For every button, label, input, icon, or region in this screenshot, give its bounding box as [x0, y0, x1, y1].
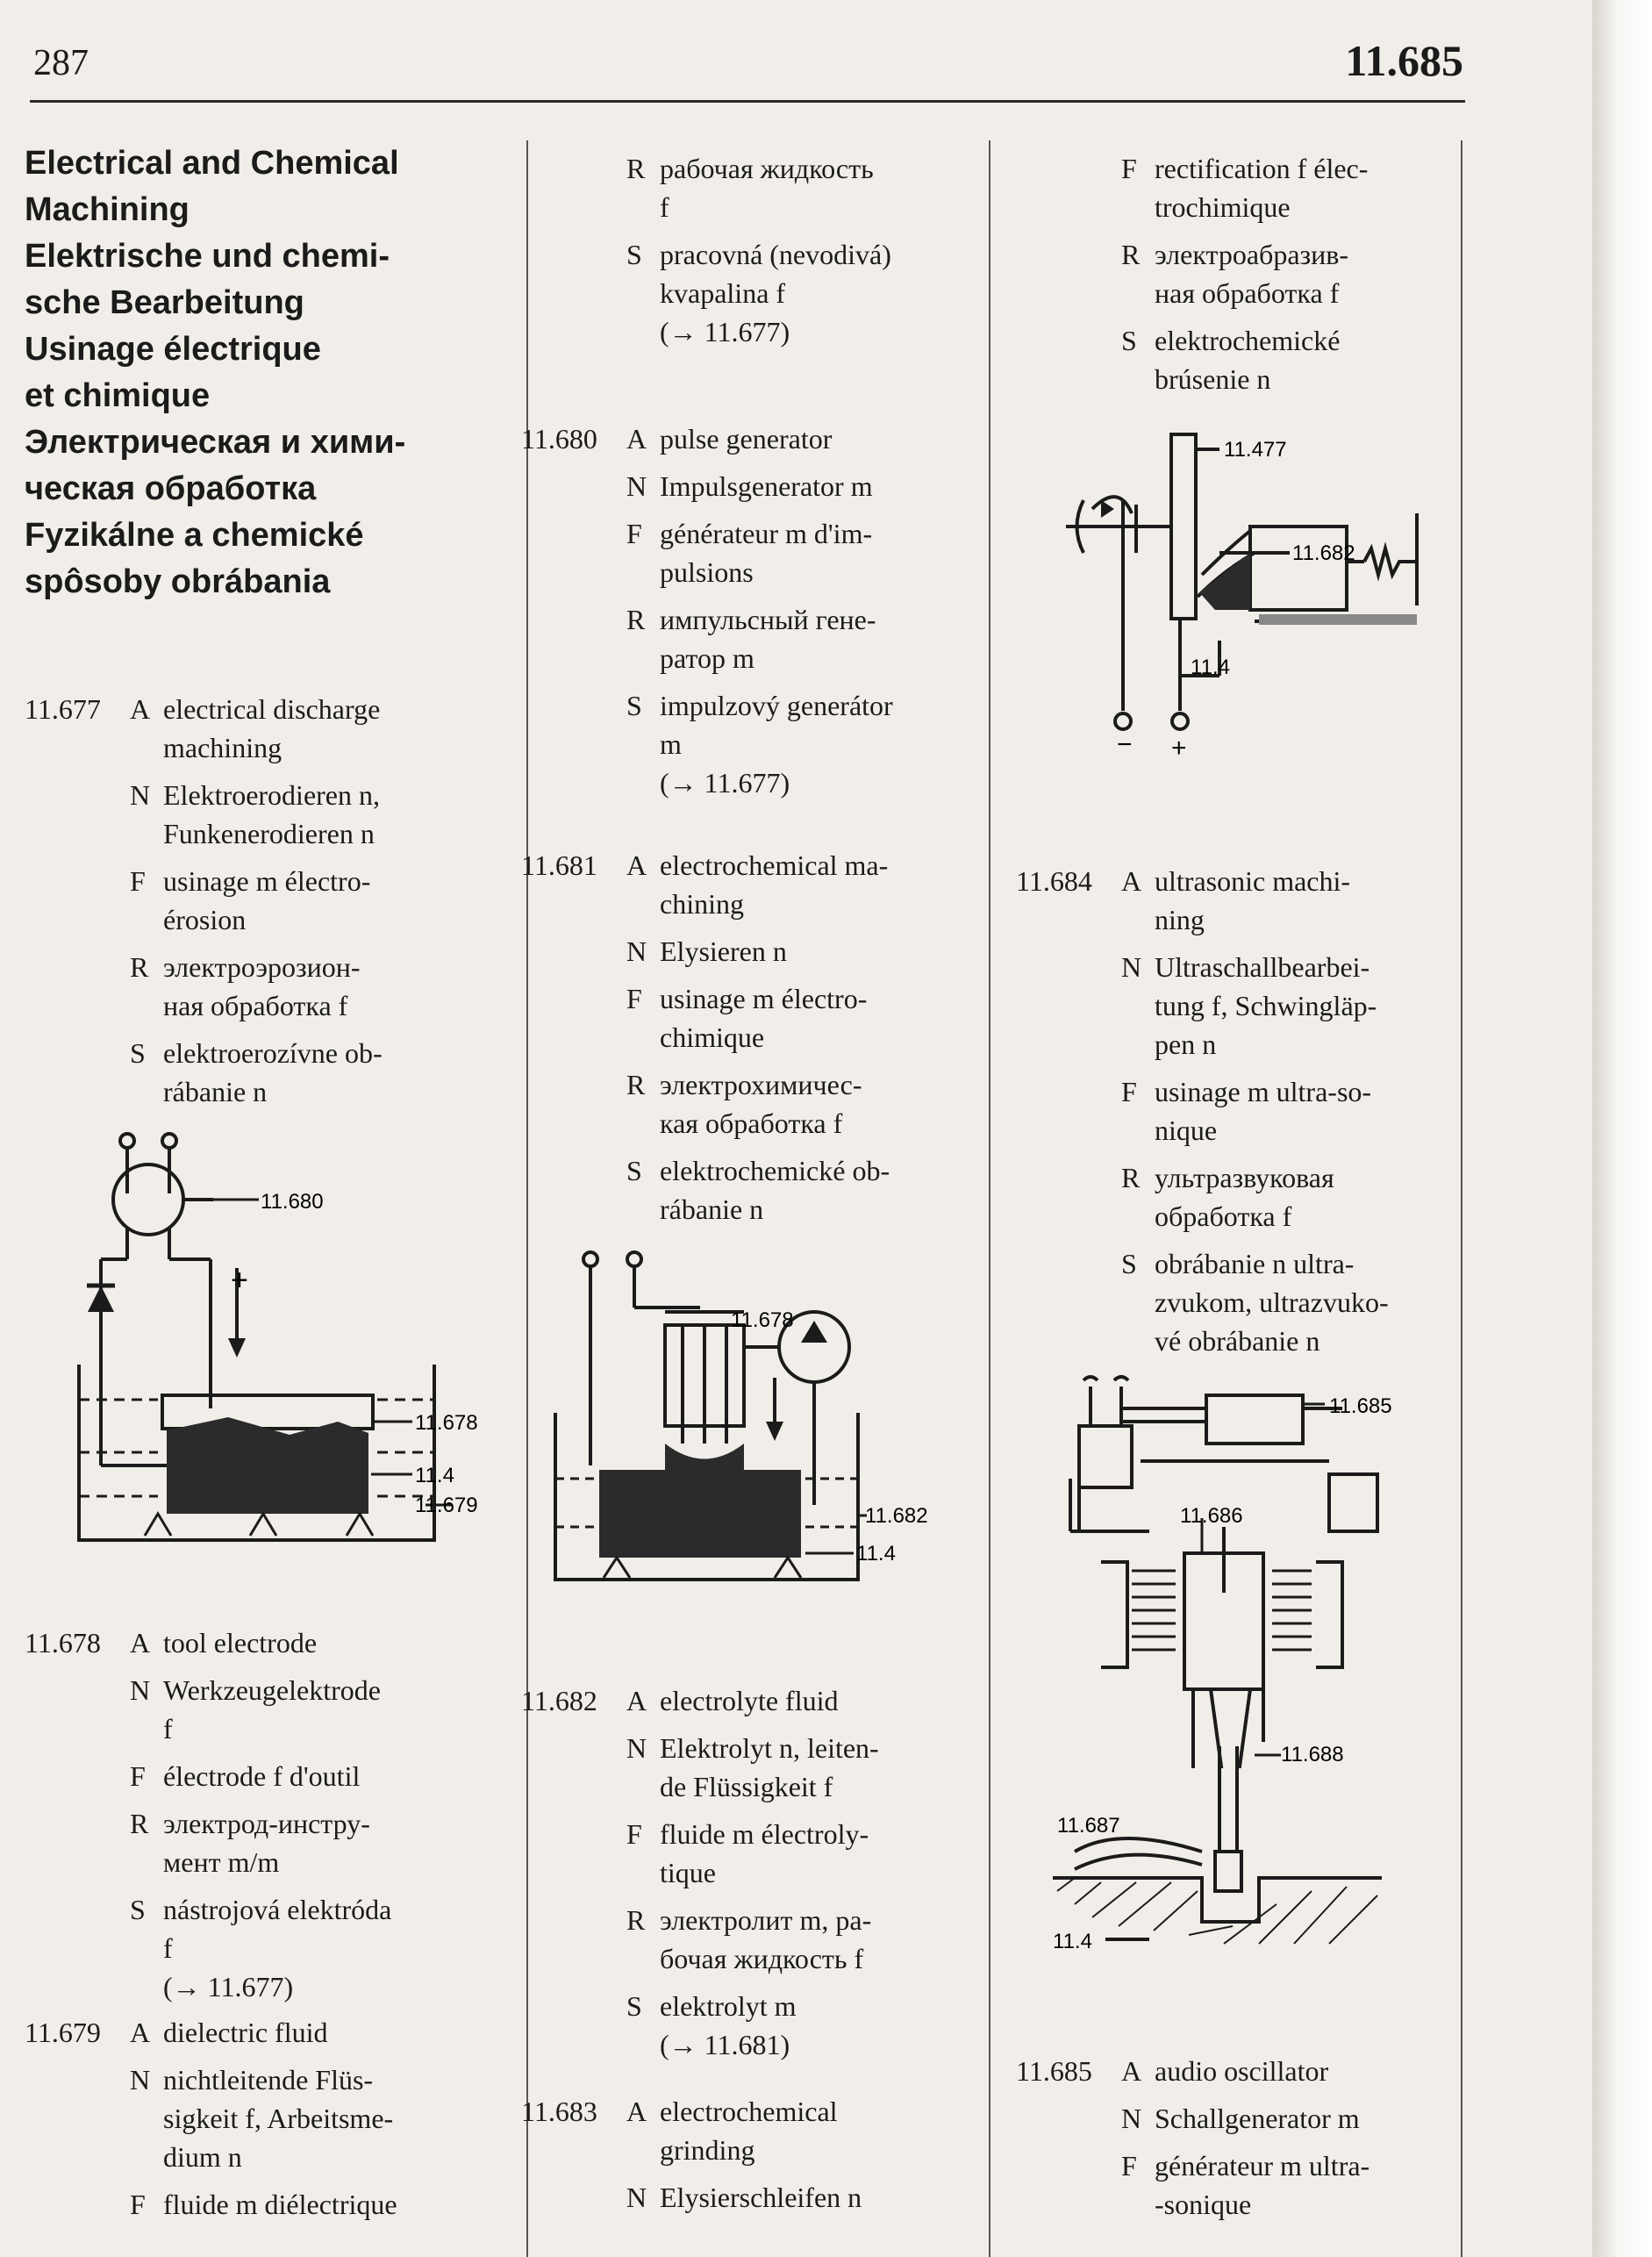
entry-number — [521, 149, 626, 226]
entry-row — [521, 467, 977, 505]
entry-number — [25, 1890, 130, 2006]
label-horn: 11.688 — [1281, 1743, 1344, 1766]
language-code: S — [130, 1894, 146, 1925]
term-text: ультразвуковая обработка f — [1155, 1162, 1334, 1232]
ecm-diagram — [551, 1246, 972, 1615]
language-code: N — [130, 1674, 151, 1706]
entry-row — [521, 235, 977, 351]
entry-row — [25, 1671, 516, 1748]
entry-number — [25, 948, 130, 1025]
term-text: usinage m ultra-so- nique — [1155, 1076, 1372, 1146]
label-transducer: 11.686 — [1180, 1504, 1243, 1528]
language-code: F — [1121, 1076, 1137, 1107]
page-number: 287 — [33, 43, 89, 83]
term-text: nichtleitende Flüs- sigkeit f, Arbeitsme- dium n — [163, 2064, 394, 2173]
entry-row — [1016, 2146, 1455, 2224]
language-code: N — [626, 2182, 647, 2213]
entry-row — [521, 1901, 977, 1978]
term-text: rectification f élec- trochimique — [1155, 153, 1369, 223]
entry-11685 — [1016, 2052, 1455, 2224]
language-code: F — [626, 1818, 642, 1850]
language-code: S — [1121, 325, 1137, 356]
language-code: A — [626, 423, 647, 455]
entry-row — [521, 514, 977, 591]
term-text: electrical discharge machining — [163, 693, 381, 763]
language-code: R — [130, 951, 149, 983]
entry-11680 — [521, 419, 977, 802]
entry-row — [1016, 149, 1455, 226]
minus-sign: − — [1117, 730, 1133, 759]
entry-number — [521, 1815, 626, 1892]
term-text: elektroerozívne ob- rábanie n — [163, 1037, 383, 1107]
language-code: F — [626, 518, 642, 549]
language-code: R — [1121, 239, 1141, 270]
entry-row — [1016, 1158, 1455, 1236]
term-text: tool electrode — [163, 1627, 318, 1659]
language-code: F — [1121, 2150, 1137, 2182]
entry-row — [521, 149, 977, 226]
term-text: Ultraschallbearbei- tung f, Schwingläp- pen n — [1155, 951, 1377, 1060]
term-text: Elektrolyt n, leiten- de Flüssigkeit f — [660, 1732, 879, 1802]
entry-row — [521, 932, 977, 971]
term-text: pracovná (nevodivá) kvapalina f (→ 11.677) — [660, 239, 891, 348]
entry-row — [25, 948, 516, 1025]
entry-number: 11.685 — [1016, 2055, 1092, 2087]
language-code: R — [626, 1904, 646, 1936]
header-rule — [30, 100, 1465, 103]
entry-number — [1016, 2146, 1121, 2224]
entry-row — [521, 2178, 977, 2217]
entry-number — [521, 1901, 626, 1978]
entry-row — [1016, 1244, 1455, 1360]
term-text: usinage m électro- érosion — [163, 865, 371, 935]
language-code: A — [130, 1627, 151, 1659]
entry-row — [1016, 2052, 1455, 2090]
entry-number — [521, 979, 626, 1057]
term-text: fluide m électroly- tique — [660, 1818, 869, 1888]
entry-row — [521, 600, 977, 677]
label-electrolyte: 11.682 — [865, 1504, 928, 1528]
entry-11683 — [521, 2092, 977, 2217]
label-oscillator: 11.685 — [1329, 1394, 1392, 1418]
language-code: S — [626, 239, 642, 270]
label-tool: 11.678 — [415, 1411, 478, 1435]
entry-row — [25, 1890, 516, 2006]
heading-line: sche Bearbeitung — [25, 284, 304, 321]
plus-sign: + — [1171, 734, 1187, 763]
entry-number: 11.677 — [25, 693, 101, 725]
entry-number — [25, 1671, 130, 1748]
language-code: A — [626, 2096, 647, 2127]
entry-row — [25, 1757, 516, 1795]
label-generator: 11.680 — [261, 1190, 324, 1214]
label-workpiece: 11.4 — [1053, 1930, 1092, 1953]
term-text: Elysierschleifen n — [660, 2182, 862, 2213]
language-code: S — [626, 1155, 642, 1186]
entry-number — [521, 1987, 626, 2064]
term-text: Werkzeugelektrode f — [163, 1674, 381, 1745]
heading-line: ческая обработка — [25, 470, 317, 507]
term-text: électrode f d'outil — [163, 1760, 361, 1792]
entry-number — [521, 467, 626, 505]
entry-number — [1016, 1244, 1121, 1360]
language-code: S — [626, 1990, 642, 2022]
term-text: электроабразив- ная обработка f — [1155, 239, 1349, 309]
entry-number — [1016, 1158, 1121, 1236]
heading-line: Elektrische und chemi- — [25, 238, 390, 275]
entry-number: 11.682 — [521, 1685, 597, 1716]
term-text: рабочая жидкость f — [660, 153, 874, 223]
language-code: A — [1121, 865, 1142, 897]
language-code: N — [1121, 2103, 1142, 2134]
section-heading — [25, 140, 498, 605]
entry-row — [25, 862, 516, 939]
term-text: elektrochemické ob- rábanie n — [660, 1155, 890, 1225]
term-text: электрохимичес- кая обработка f — [660, 1069, 862, 1139]
heading-line: Usinage électrique — [25, 331, 321, 368]
label-workpiece: 11.4 — [856, 1542, 896, 1566]
language-code: R — [626, 1069, 646, 1100]
page-edge — [1592, 0, 1652, 2257]
entry-row — [1016, 948, 1455, 1064]
entry-row — [521, 1065, 977, 1143]
entry-11683-continued — [1016, 149, 1455, 398]
page-header — [33, 35, 1463, 97]
term-text: impulzový generátor m (→ 11.677) — [660, 690, 893, 799]
entry-row — [25, 2013, 516, 2052]
entry-number — [521, 514, 626, 591]
language-code: N — [130, 2064, 151, 2096]
language-code: N — [626, 470, 647, 502]
entry-number: 11.684 — [1016, 865, 1092, 897]
language-code: S — [626, 690, 642, 721]
entry-number — [521, 1065, 626, 1143]
entry-row — [521, 1729, 977, 1806]
entry-11681 — [521, 846, 977, 1229]
entry-row — [521, 1151, 977, 1229]
term-text: импульсный гене- ратор m — [660, 604, 876, 674]
language-code: A — [130, 693, 151, 725]
entry-11684 — [1016, 862, 1455, 1360]
entry-row — [25, 1034, 516, 1111]
language-code: R — [130, 1808, 149, 1839]
column-divider-3 — [1461, 140, 1462, 2257]
term-text: pulse generator — [660, 423, 833, 455]
term-text: Schallgenerator m — [1155, 2103, 1360, 2134]
usm-diagram-lower — [1048, 1746, 1443, 1966]
term-text: электрод-инстру- мент m/m — [163, 1808, 370, 1878]
term-text: elektrochemické brúsenie n — [1155, 325, 1341, 395]
language-code: F — [626, 983, 642, 1014]
entry-number — [25, 776, 130, 853]
term-text: Impulsgenerator m — [660, 470, 873, 502]
term-text: electrochemical ma- chining — [660, 849, 889, 920]
entry-number — [1016, 235, 1121, 312]
term-text: Elektroerodieren n, Funkenerodieren n — [163, 779, 380, 849]
entry-number — [521, 1729, 626, 1806]
usm-diagram — [1062, 1373, 1456, 1768]
entry-number — [521, 600, 626, 677]
entry-row — [25, 776, 516, 853]
ecg-diagram — [1048, 430, 1452, 781]
plus-sign: + — [231, 1264, 248, 1297]
entry-row — [521, 846, 977, 923]
label-workpiece: 11.4 — [1191, 656, 1230, 679]
heading-line: Electrical and Chemical — [25, 145, 399, 182]
entry-row — [25, 2060, 516, 2176]
entry-number — [1016, 149, 1121, 226]
term-text: ultrasonic machi- ning — [1155, 865, 1351, 935]
entry-number — [25, 862, 130, 939]
term-text: electrolyte fluid — [660, 1685, 839, 1716]
entry-number — [1016, 948, 1121, 1064]
entry-11678 — [25, 1623, 516, 2006]
entry-number: 11.679 — [25, 2017, 101, 2048]
language-code: A — [1121, 2055, 1142, 2087]
entry-number — [521, 686, 626, 802]
entry-number: 11.680 — [521, 423, 597, 455]
term-text: usinage m électro- chimique — [660, 983, 868, 1053]
term-text: electrochemical grinding — [660, 2096, 838, 2166]
entry-number — [521, 932, 626, 971]
label-workpiece: 11.4 — [415, 1464, 454, 1487]
entry-number — [1016, 1072, 1121, 1150]
label-fluid: 11.679 — [415, 1494, 478, 1517]
heading-line: Fyzikálne a chemické — [25, 517, 364, 554]
entry-number — [25, 1804, 130, 1881]
entry-row — [521, 686, 977, 802]
label-slurry: 11.687 — [1057, 1814, 1120, 1838]
entry-number — [521, 1151, 626, 1229]
term-text: générateur m d'im- pulsions — [660, 518, 873, 588]
language-code: A — [626, 849, 647, 881]
language-code: S — [1121, 1248, 1137, 1279]
entry-11679 — [25, 2013, 516, 2224]
entry-11682 — [521, 1681, 977, 2064]
heading-line: et chimique — [25, 377, 211, 414]
term-text: générateur m ultra- -sonique — [1155, 2150, 1370, 2220]
entry-row — [25, 1623, 516, 1662]
heading-line: Электрическая и хими- — [25, 424, 406, 461]
term-text: dielectric fluid — [163, 2017, 328, 2048]
entry-row — [521, 2092, 977, 2169]
entry-number: 11.683 — [521, 2096, 597, 2127]
language-code: N — [626, 1732, 647, 1764]
label-tool: 11.678 — [731, 1308, 794, 1332]
term-text: obrábanie n ultra- zvukom, ultrazvuko- vé obrábanie n — [1155, 1248, 1389, 1357]
entry-row — [1016, 1072, 1455, 1150]
entry-row — [521, 1987, 977, 2064]
entry-11677 — [25, 690, 516, 1111]
entry-row — [25, 690, 516, 767]
entry-row — [1016, 2099, 1455, 2138]
term-text: электроэрозион- ная обработка f — [163, 951, 361, 1021]
entry-row — [521, 1815, 977, 1892]
entry-number — [25, 2185, 130, 2224]
language-code: F — [130, 865, 146, 897]
entry-row — [1016, 321, 1455, 398]
entry-row — [25, 2185, 516, 2224]
language-code: N — [626, 935, 647, 967]
language-code: F — [1121, 153, 1137, 184]
entry-number: 11.681 — [521, 849, 597, 881]
edm-diagram — [75, 1128, 496, 1575]
entry-row — [1016, 862, 1455, 939]
entry-number — [1016, 321, 1121, 398]
label-wheel: 11.477 — [1224, 438, 1287, 462]
term-text: nástrojová elektróda f (→ 11.677) — [163, 1894, 392, 2003]
entry-number: 11.678 — [25, 1627, 101, 1659]
entry-number — [521, 2178, 626, 2217]
language-code: A — [130, 2017, 151, 2048]
language-code: R — [1121, 1162, 1141, 1193]
language-code: N — [130, 779, 151, 811]
entry-row — [25, 1804, 516, 1881]
language-code: F — [130, 1760, 146, 1792]
term-text: Elysieren n — [660, 935, 787, 967]
column-divider-2 — [989, 140, 990, 2257]
language-code: N — [1121, 951, 1142, 983]
term-text: электролит m, ра- бочая жидкость f — [660, 1904, 872, 1974]
label-fluid: 11.682 — [1292, 541, 1355, 565]
term-text: fluide m diélectrique — [163, 2189, 397, 2220]
entry-number — [25, 1034, 130, 1111]
term-text: elektrolyt m (→ 11.681) — [660, 1990, 797, 2060]
entry-11679-continued — [521, 149, 977, 351]
entry-row — [521, 1681, 977, 1720]
term-text: audio oscillator — [1155, 2055, 1329, 2087]
entry-row — [521, 419, 977, 458]
heading-line: Machining — [25, 191, 190, 228]
language-code: F — [130, 2189, 146, 2220]
entry-row — [1016, 235, 1455, 312]
language-code: S — [130, 1037, 146, 1069]
entry-number — [25, 1757, 130, 1795]
language-code: R — [626, 153, 646, 184]
entry-number — [25, 2060, 130, 2176]
heading-line: spôsoby obrábania — [25, 563, 331, 600]
entry-number — [521, 235, 626, 351]
language-code: A — [626, 1685, 647, 1716]
entry-number — [1016, 2099, 1121, 2138]
entry-row — [521, 979, 977, 1057]
section-number: 11.685 — [1345, 36, 1463, 85]
language-code: R — [626, 604, 646, 635]
